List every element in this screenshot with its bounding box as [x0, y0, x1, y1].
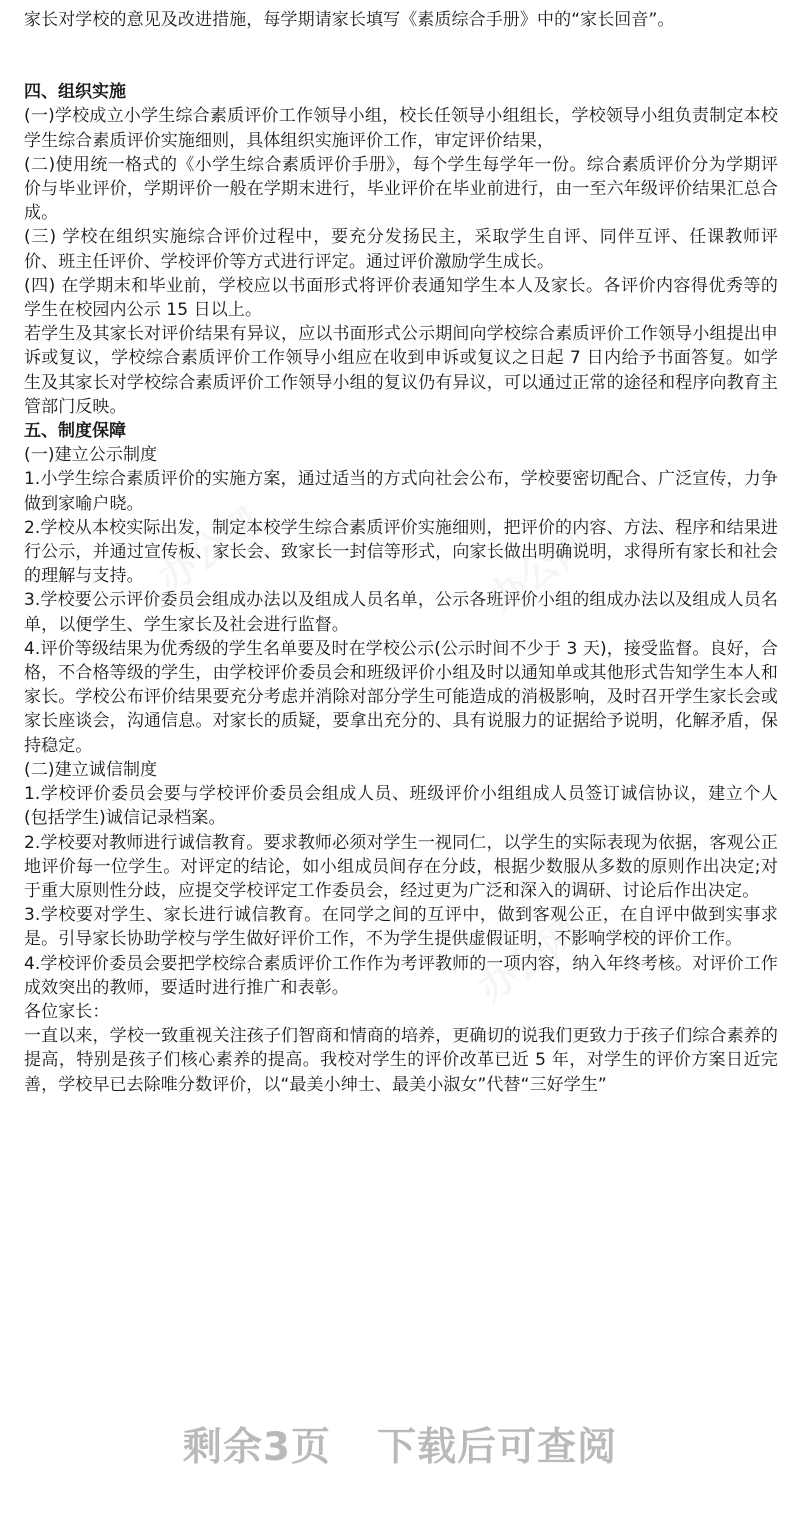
download-prompt[interactable] — [0, 1418, 800, 1478]
paragraph: (一)学校成立小学生综合素质评价工作领导小组，校长任领导小组组长，学校领导小组负责制定本校学生综合素质评价实施细则，具体组织实施评价工作，审定评价结果， — [24, 106, 778, 151]
text-line: 家长对学校的意见及改进措施，每学期请家长填写《素质综合手册》中的“家长回音”。 — [24, 10, 675, 30]
paragraph: 3.学校要公示评价委员会组成办法以及组成人员名单，公示各班评价小组的组成办法以及组成人员名单，以便学生、学生家长及社会进行监督。 — [24, 590, 778, 635]
section-heading: 五、制度保障 — [24, 421, 126, 442]
salutation: 各位家长： — [24, 1001, 110, 1022]
watermark: 办公网 — [469, 909, 589, 1012]
watermark: 办公网 — [479, 519, 599, 622]
subsection-heading: (一)建立公示制度 — [24, 445, 158, 466]
paragraph: 3.学校要对学生、家长进行诚信教育。在同学之间的互评中，做到客观公正，在自评中做到实事求是。引导家长协助学校与学生做好评价工作，不为学生提供虚假证明，不影响学校的评价工作。 — [24, 905, 778, 950]
paragraph: 4.学校评价委员会要把学校综合素质评价工作作为考评教师的一项内容，纳入年终考核。对评价工作成效突出的教师，要适时进行推广和表彰。 — [24, 953, 778, 998]
paragraph: 2.学校从本校实际出发，制定本校学生综合素质评价实施细则，把评价的内容、方法、程序和结果进行公示，并通过宣传板、家长会、致家长一封信等形式，向家长做出明确说明，求得所有家长和社会的理解与支持。 — [24, 517, 778, 587]
paragraph: (四) 在学期末和毕业前，学校应以书面形式将评价表通知学生本人及家长。各评价内容得优秀等的学生在校园内公示 15 日以上。 — [24, 275, 778, 321]
paragraph: (三) 学校在组织实施综合评价过程中，要充分发扬民主，采取学生自评、同伴互评、任课教师评价、班主任评价、学校评价等方式进行评定。通过评价激励学生成长。 — [24, 227, 778, 272]
download-prompt-text[interactable] — [183, 1418, 617, 1478]
watermark: 办公网 — [149, 499, 269, 602]
paragraph: 2.学校要对教师进行诚信教育。要求教师必须对学生一视同仁，以学生的实际表现为依据，客观公正地评价每一位学生。对评定的结论，如小组成员间存在分歧，根据少数服从多数的原则作出决定;对于重大原则性分歧，应提交学校评定工作委员会，经过更为广泛和深入的调研、讨论后作出决定。 — [24, 832, 778, 901]
download-to-view-label: 下载后可查阅 — [377, 1425, 618, 1470]
paragraph: 1.小学生综合素质评价的实施方案，通过适当的方式向社会公布，学校要密切配合、广泛宣传，力争做到家喻户晓。 — [24, 469, 778, 514]
paragraph: (二)使用统一格式的《小学生综合素质评价手册》，每个学生每学年一份。综合素质评价分为学期评价与毕业评价，学期评价一般在学期末进行，毕业评价在毕业前进行，由一至六年级评价结果汇总合成。 — [24, 154, 778, 224]
paragraph: 4.评价等级结果为优秀级的学生名单要及时在学校公示(公示时间不少于 3 天)，接受监督。良好，合格，不合格等级的学生，由学校评价委员会和班级评价小组及时以通知单或其他形式告知学生本人和家长。学校公布评价结果要充分考虑并消除对部分学生可能造成的消极影响，及时召开学生家长会或家长座谈会，沟通信息。对家长的质疑，要拿出充分的、具有说服力的证据给予说明，化解矛盾，保持稳定。 — [24, 638, 778, 756]
document-body — [24, 8, 778, 1097]
section-heading: 四、组织实施 — [24, 82, 126, 103]
paragraph: 若学生及其家长对评价结果有异议，应以书面形式公示期间向学校综合素质评价工作领导小组提出申诉或复议，学校综合素质评价工作领导小组应在收到申诉或复议之日起 7 日内给予书面答复。如学生及其家长对学校综合素质评价工作领导小组的复议仍有异议，可以通过正常的途径和程序向教育主管部门反映。 — [24, 324, 778, 417]
subsection-heading: (二)建立诚信制度 — [24, 759, 158, 780]
paragraph: 一直以来，学校一致重视关注孩子们智商和情商的培养，更确切的说我们更致力于孩子们综合素养的提高，特别是孩子们核心素养的提高。我校对学生的评价改革已近 5 年，对学生的评价方案日近完善，学校早已去除唯分数评价，以“最美小绅士、最美小淑女”代替“三好学生” — [24, 1026, 778, 1095]
paragraph: 1.学校评价委员会要与学校评价委员会组成人员、班级评价小组组成人员签订诚信协议，建立个人(包括学生)诚信记录档案。 — [24, 784, 778, 829]
remaining-pages-label: 剩余3页 — [182, 1425, 332, 1470]
